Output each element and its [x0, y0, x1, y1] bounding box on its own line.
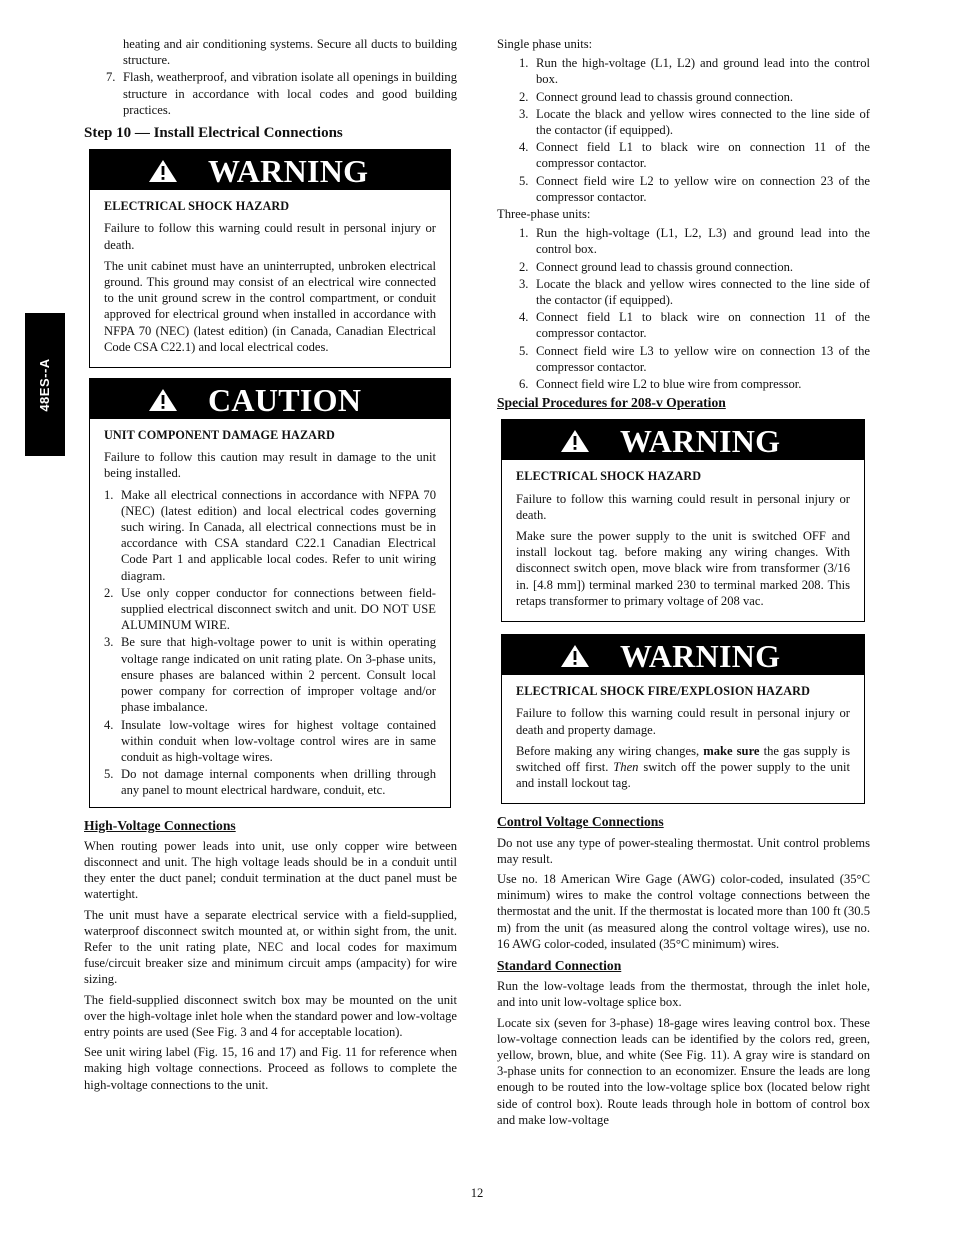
single-phase-list [497, 55, 870, 205]
side-tab-label: 48ES--A [36, 357, 52, 412]
section-heading: Control Voltage Connections [497, 814, 664, 830]
warning-banner [502, 420, 864, 460]
warning-body [90, 190, 450, 367]
list-item: 4. Insulate low-voltage wires for highest voltage contained within conduit when low-voltage control wires are in same conduit as high-voltage wires. [104, 717, 436, 764]
list-item: 4. Connect field L1 to black wire on connection 11 of the compressor contactor. [519, 140, 870, 171]
list-item: 3. Locate the black and yellow wires connected to the line side of the contactor (if equipped). [519, 276, 870, 308]
paragraph: The unit must have a separate electrical service with a field-supplied, waterproof disconnect switch mounted at, or within sight from, the unit. Refer to the unit rating plate, NEC and local codes for maximum fuse/circuit breaker size and minimum circuit amps (ampacity) for wire sizing. [84, 907, 457, 987]
section-heading: Special Procedures for 208-v Operation [497, 395, 726, 411]
paragraph: Do not use any type of power-stealing thermostat. Unit control problems may result. [497, 835, 870, 866]
caution-text: Failure to follow this caution may result in damage to the unit being installed. [104, 450, 436, 481]
list-item: 7. Flash, weatherproof, and vibration isolate all openings in building structure in accordance with local codes and good building practices. [106, 70, 457, 117]
continued-list [84, 36, 457, 118]
warning-banner [90, 150, 450, 190]
list-item: 5. Connect field wire L2 to yellow wire on connection 23 of the compressor contactor. [519, 173, 870, 204]
hazard-title: ELECTRICAL SHOCK HAZARD [104, 199, 290, 214]
warning-banner [502, 635, 864, 675]
warning-body [502, 675, 864, 803]
right-column [497, 36, 870, 1132]
list-item: 3. Be sure that high-voltage power to unit is within operating voltage range indicated on unit rating plate. On 3-phase units, ensure phases are balanced within 2 percent. Consult local power company for correction of improper voltage and/or phase imbalance. [104, 635, 436, 715]
caution-list [104, 487, 436, 799]
warning-title: WARNING [620, 638, 781, 675]
warning-text: Failure to follow this warning could result in personal injury or death. [104, 221, 436, 252]
warning-triangle-icon [148, 159, 178, 183]
step-heading: Step 10 — Install Electrical Connections [84, 125, 343, 142]
list-item: 5. Connect field wire L3 to yellow wire on connection 13 of the compressor contactor. [519, 343, 870, 374]
warning-text: Failure to follow this warning could result in personal injury or death. [516, 491, 850, 522]
list-item: heating and air conditioning systems. Secure all ducts to building structure. [123, 37, 457, 68]
list-item: 4. Connect field L1 to black wire on connection 11 of the compressor contactor. [519, 310, 870, 341]
warning-box-electrical-shock [89, 149, 451, 368]
warning-box-208v [501, 419, 865, 622]
list-item: 1. Run the high-voltage (L1, L2) and ground lead into the control box. [519, 56, 870, 87]
caution-title: CAUTION [208, 382, 362, 419]
caution-banner [90, 379, 450, 419]
section-heading: High-Voltage Connections [84, 817, 236, 833]
list-number: 7. [106, 70, 116, 85]
paragraph: Use no. 18 American Wire Gage (AWG) color-coded, insulated (35°C minimum) wires to make the control voltage connections between the thermostat and the unit. If the thermostat is located more than 100 ft (30.5 m) from the unit (as measured along the control voltage wires), use no. 16 AWG color-coded, insulated (35°C minimum) wires. [497, 871, 870, 951]
list-item: 1. Run the high-voltage (L1, L2, L3) and ground lead into the control box. [519, 226, 870, 257]
list-label: Three-phase units: [497, 207, 591, 222]
list-item: 2. Use only copper conductor for connections between field-supplied electrical disconnect switch and unit. DO NOT USE ALUMINUM WIRE. [104, 585, 436, 633]
list-item: 3. Locate the black and yellow wires connected to the line side of the contactor (if equipped). [519, 106, 870, 138]
warning-triangle-icon [560, 644, 590, 668]
section-heading: Standard Connection [497, 957, 622, 973]
warning-text: Before making any wiring changes, make sure the gas supply is switched off first. Then switch off the power supply to the unit and install lockout tag. [516, 743, 850, 791]
warning-text: Make sure the power supply to the unit is switched OFF and install lockout tag. before making any wiring changes. With disconnect switch open, move black wire from transformer (3/16 in. [4.8 mm]) terminal marked 230 to terminal marked 208. This retaps transformer to primary voltage of 208 vac. [516, 529, 850, 608]
list-item: 6. Connect field wire L2 to blue wire from compressor. [519, 377, 802, 392]
warning-text: Failure to follow this warning could result in personal injury or death and property damage. [516, 706, 850, 737]
paragraph: The field-supplied disconnect switch box may be mounted on the unit over the high-voltage inlet hole when the standard power and low-voltage entry points are used (See Fig. 3 and 4 for acceptable location). [84, 992, 457, 1039]
hazard-title: UNIT COMPONENT DAMAGE HAZARD [104, 428, 335, 443]
list-item: 1. Make all electrical connections in accordance with NFPA 70 (NEC) (latest edition) and local electrical codes governing such wiring. In Canada, all electrical connections must be in accordance with CSA standard C22.1 Canadian Electrical Code Part 1 and applicable local codes. Refer to unit wiring diagram. [104, 487, 436, 583]
warning-title: WARNING [208, 153, 369, 190]
warning-text: The unit cabinet must have an uninterrupted, unbroken electrical ground. This ground may consist of an electrical wire connected to the unit ground screw in the control compartment, or conduit approved for electrical ground when installed in accordance with NFPA 70 (NEC) (latest edition) (in Canada, Canadian Electrical Code CSA C22.1) and local electrical codes. [104, 258, 436, 354]
paragraph: See unit wiring label (Fig. 15, 16 and 17) and Fig. 11 for reference when making high voltage connections. Proceed as follows to complete the high-voltage connections to the unit. [84, 1045, 457, 1092]
caution-box [89, 378, 451, 807]
warning-title: WARNING [620, 423, 781, 460]
left-column [84, 36, 457, 1097]
caution-body [90, 419, 450, 806]
page-number: 12 [470, 1186, 484, 1200]
hazard-title: ELECTRICAL SHOCK FIRE/EXPLOSION HAZARD [516, 684, 810, 699]
list-item: 5. Do not damage internal components when drilling through any panel to mount electrical hardware, conduit, etc. [104, 767, 436, 798]
hazard-title: ELECTRICAL SHOCK HAZARD [516, 469, 702, 484]
warning-body [502, 460, 864, 621]
warning-triangle-icon [148, 388, 178, 412]
paragraph: Run the low-voltage leads from the thermostat, through the inlet hole, and into unit low-voltage splice box. [497, 979, 870, 1010]
list-item: 2. Connect ground lead to chassis ground connection. [519, 89, 794, 104]
paragraph: Locate six (seven for 3-phase) 18-gage wires leaving control box. These low-voltage connection leads can be identified by the colors red, green, yellow, brown, blue, and white (See Fig. 11). A gray wire is standard on 3-phase units for connection to an economizer. Ensure the leads are long enough to be routed into the low-voltage splice box (located below right side of control box). Route leads through hole in bottom of control box and make low-voltage [497, 1015, 870, 1127]
side-tab [25, 313, 65, 456]
list-item: 2. Connect ground lead to chassis ground connection. [519, 259, 794, 274]
warning-box-fire-explosion [501, 634, 865, 804]
list-label: Single phase units: [497, 37, 593, 51]
paragraph: When routing power leads into unit, use only copper wire between disconnect and unit. The high voltage leads should be in a conduit until they enter the duct panel; conduit termination at the duct panel must be watertight. [84, 838, 457, 902]
three-phase-list [497, 225, 870, 392]
warning-triangle-icon [560, 429, 590, 453]
